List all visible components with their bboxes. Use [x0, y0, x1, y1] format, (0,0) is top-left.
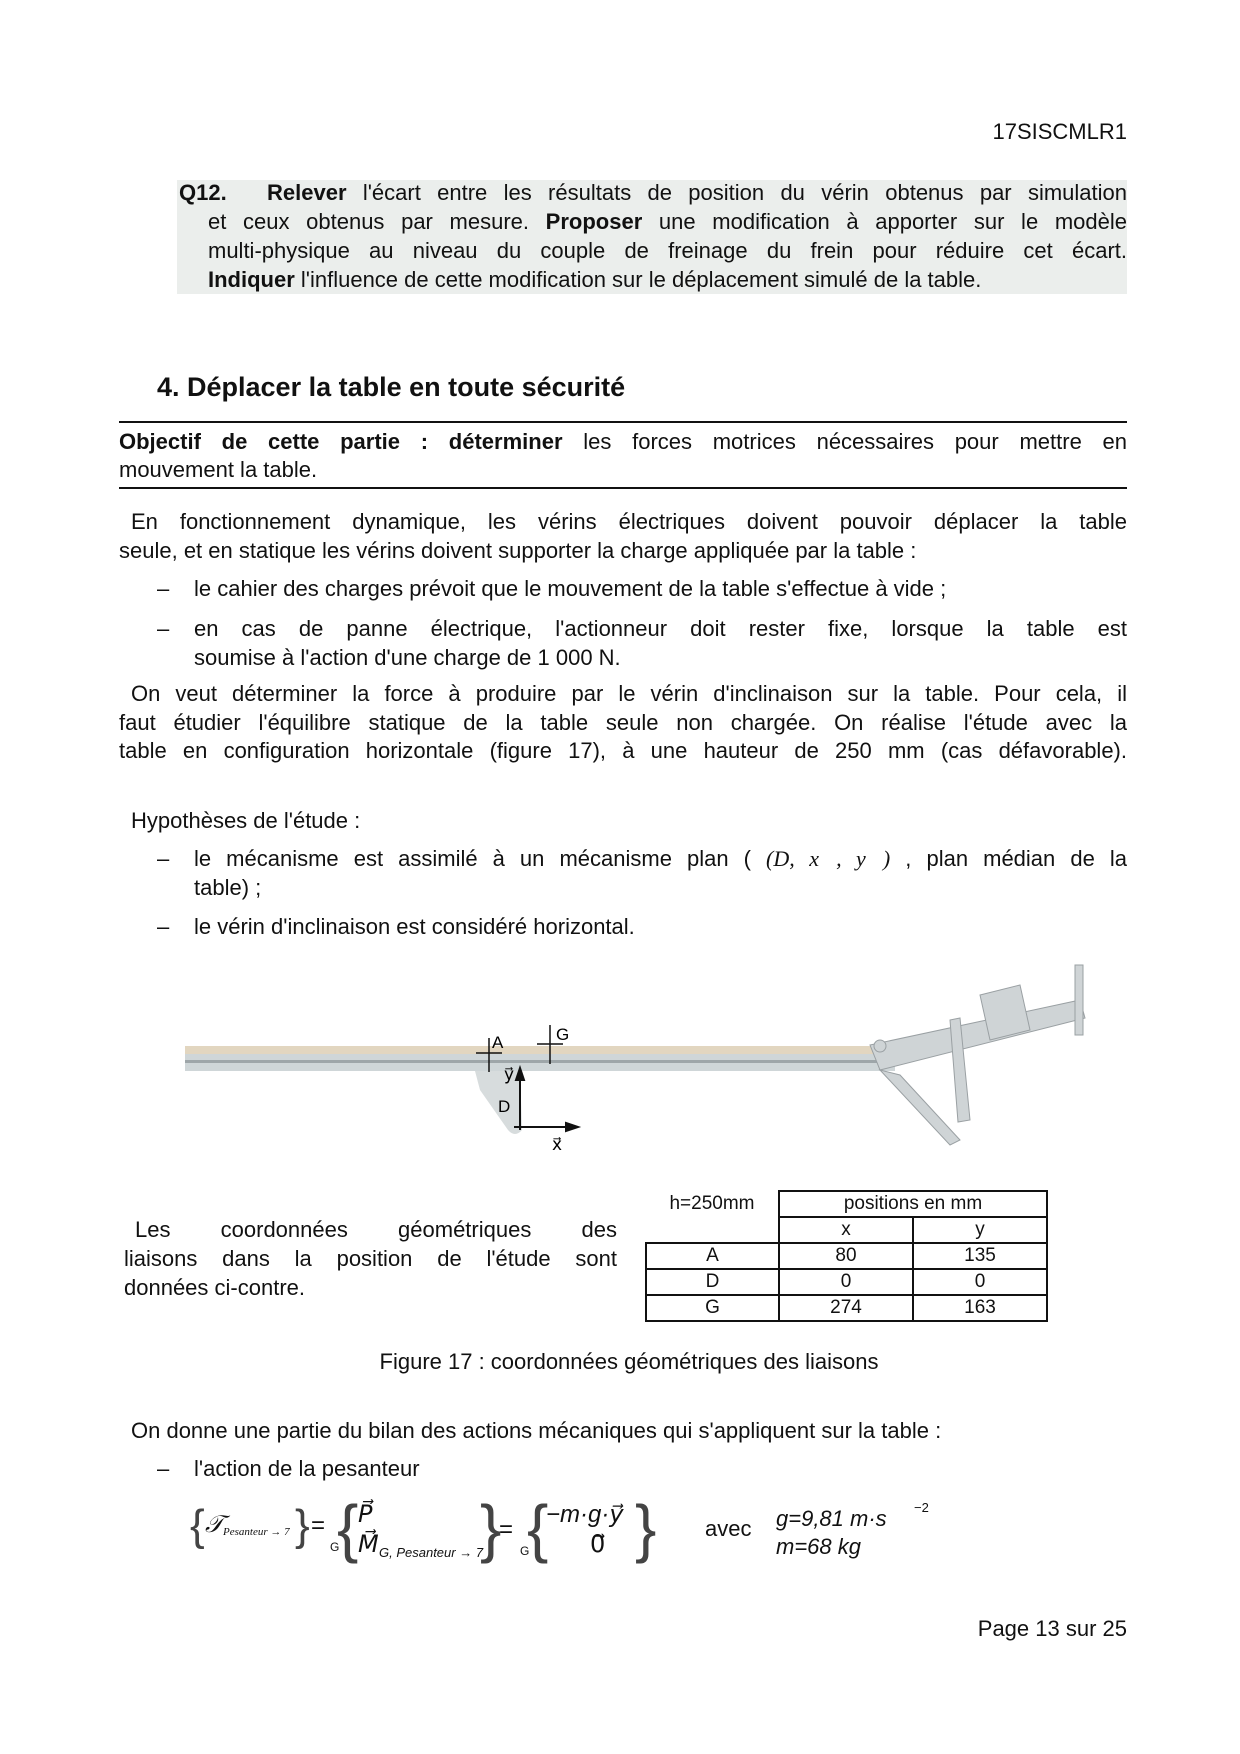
question-verb: Proposer — [545, 209, 643, 234]
question-line-4 — [208, 267, 981, 293]
equals-sign: = — [311, 1512, 326, 1539]
question-text: et ceux obtenus par mesure. — [208, 209, 546, 234]
actions-intro: On donne une partie du bilan des actions mécaniques qui s'appliquent sur la table : — [131, 1418, 942, 1443]
question-number: Q12. — [179, 180, 227, 205]
table-corner: h=250mm — [669, 1193, 755, 1214]
brace-icon: } — [635, 1492, 657, 1564]
plane-notation: (D, x⃗, y⃗) — [766, 846, 891, 871]
paragraph-line: table en configuration horizontale (figure 17), à une hauteur de 250 mm (cas défavorable). — [119, 738, 1127, 763]
label-D: D — [498, 1097, 511, 1116]
brace-icon: } — [480, 1492, 502, 1564]
table-group-header: positions en mm — [779, 1191, 1047, 1217]
figure-text: Les coordonnées géométriques des — [135, 1217, 617, 1242]
brace-icon: { — [337, 1492, 359, 1564]
mass-value: m=68 kg — [776, 1534, 861, 1559]
reduction-point: G — [520, 1544, 530, 1558]
objective-line-1 — [119, 429, 1127, 455]
cell-x: 274 — [779, 1295, 913, 1321]
question-text: l'influence de cette modification sur le déplacement simulé de la table. — [294, 267, 982, 292]
question-text: une modification à apporter sur le modèle — [642, 209, 1127, 234]
paragraph-line: On veut déterminer la force à produire par le vérin d'inclinaison sur la table. Pour cela, il — [131, 681, 1127, 706]
table-mechanism-figure — [180, 960, 1110, 1150]
question-text: l'écart entre les résultats de position du vérin obtenus par simulation — [346, 180, 1127, 205]
avec-label: avec — [705, 1516, 752, 1541]
divider — [119, 487, 1127, 489]
gravity-torsor-formula — [190, 1492, 950, 1570]
question-verb: Indiquer — [208, 267, 295, 292]
page-number: Page 13 sur 25 — [977, 1616, 1127, 1641]
divider — [119, 421, 1127, 423]
inclined-frame — [870, 965, 1085, 1145]
gravity-value: g=9,81 m·s — [776, 1506, 887, 1531]
objective-label: Objectif de cette partie : déterminer — [119, 429, 563, 454]
bullet-dash: – — [157, 576, 170, 601]
coordinates-table — [645, 1190, 1048, 1322]
label-x: x⃗ — [552, 1135, 563, 1150]
bullet-item: le cahier des charges prévoit que le mouvement de la table s'effectue à vide ; — [194, 576, 947, 601]
axes-icon — [514, 1068, 578, 1131]
label-A: A — [492, 1033, 504, 1052]
brace-icon: { — [527, 1492, 549, 1564]
bullet-item: en cas de panne électrique, l'actionneur doit rester fixe, lorsque la table est — [194, 616, 1127, 641]
question-verb: Relever — [267, 180, 347, 205]
question-line-2 — [208, 209, 1127, 235]
hyp-text: , plan médian de la — [905, 846, 1127, 871]
cell-y: 163 — [913, 1295, 1047, 1321]
brace-icon: } — [295, 1501, 310, 1550]
section-title: 4. Déplacer la table en toute sécurité — [157, 372, 626, 402]
torsor-symbol: 𝒯 — [205, 1512, 224, 1538]
bullet-dash: – — [157, 1456, 170, 1481]
moment-vector: M⃗ — [358, 1531, 379, 1558]
bullet-item: table) ; — [194, 875, 262, 900]
label-y: y⃗ — [504, 1065, 515, 1084]
equals-sign: = — [499, 1516, 514, 1543]
figure-text: données ci-contre. — [124, 1275, 305, 1300]
column-header-x: x — [779, 1217, 913, 1243]
bullet-item — [194, 846, 1127, 872]
table-row — [646, 1243, 1047, 1269]
force-vector: P⃗ — [358, 1501, 373, 1528]
paragraph-line: faut étudier l'équilibre statique de la table seule non chargée. On réalise l'étude avec la — [119, 710, 1127, 735]
cell-point: A — [646, 1243, 779, 1269]
cell-y: 135 — [913, 1243, 1047, 1269]
hyp-text: le mécanisme est assimilé à un mécanisme plan ( — [194, 846, 751, 871]
paragraph-line: En fonctionnement dynamique, les vérins électriques doivent pouvoir déplacer la table — [131, 509, 1127, 534]
bullet-item: le vérin d'inclinaison est considéré horizontal. — [194, 914, 635, 939]
table-row — [646, 1295, 1047, 1321]
figure-text: liaisons dans la position de l'étude sont — [124, 1246, 617, 1271]
cell-x: 80 — [779, 1243, 913, 1269]
question-line-3: multi-physique au niveau du couple de freinage du frein pour réduire cet écart. — [208, 238, 1127, 263]
cell-point: G — [646, 1295, 779, 1321]
moment-subscript: G, Pesanteur → 7 — [379, 1545, 484, 1560]
hypotheses-title: Hypothèses de l'étude : — [131, 808, 361, 833]
column-header-y: y — [913, 1217, 1047, 1243]
label-G: G — [556, 1025, 570, 1044]
cell-x: 0 — [779, 1269, 913, 1295]
bullet-dash: – — [157, 616, 170, 641]
objective-line-2: mouvement la table. — [119, 457, 318, 482]
objective-text: les forces motrices nécessaires pour mettre en — [562, 429, 1128, 454]
force-value: −m·g·y⃗ — [546, 1501, 624, 1528]
table-row — [646, 1269, 1047, 1295]
bullet-item: l'action de la pesanteur — [194, 1456, 420, 1481]
bullet-dash: – — [157, 914, 170, 939]
document-code: 17SISCMLR1 — [992, 119, 1127, 144]
cell-y: 0 — [913, 1269, 1047, 1295]
bullet-item: soumise à l'action d'une charge de 1 000 N. — [194, 645, 621, 670]
reduction-point: G — [330, 1540, 340, 1554]
table-rail — [185, 1046, 895, 1071]
cell-point: D — [646, 1269, 779, 1295]
question-line-1 — [267, 180, 1127, 206]
torsor-subscript: Pesanteur → 7 — [223, 1526, 290, 1538]
brace-icon: { — [190, 1501, 205, 1550]
gravity-exponent: −2 — [914, 1500, 929, 1515]
bullet-dash: – — [157, 846, 170, 871]
figure-caption: Figure 17 : coordonnées géométriques des liaisons — [379, 1349, 879, 1374]
paragraph-line: seule, et en statique les vérins doivent supporter la charge appliquée par la table : — [119, 538, 917, 563]
moment-value: 0⃗ — [590, 1531, 606, 1558]
